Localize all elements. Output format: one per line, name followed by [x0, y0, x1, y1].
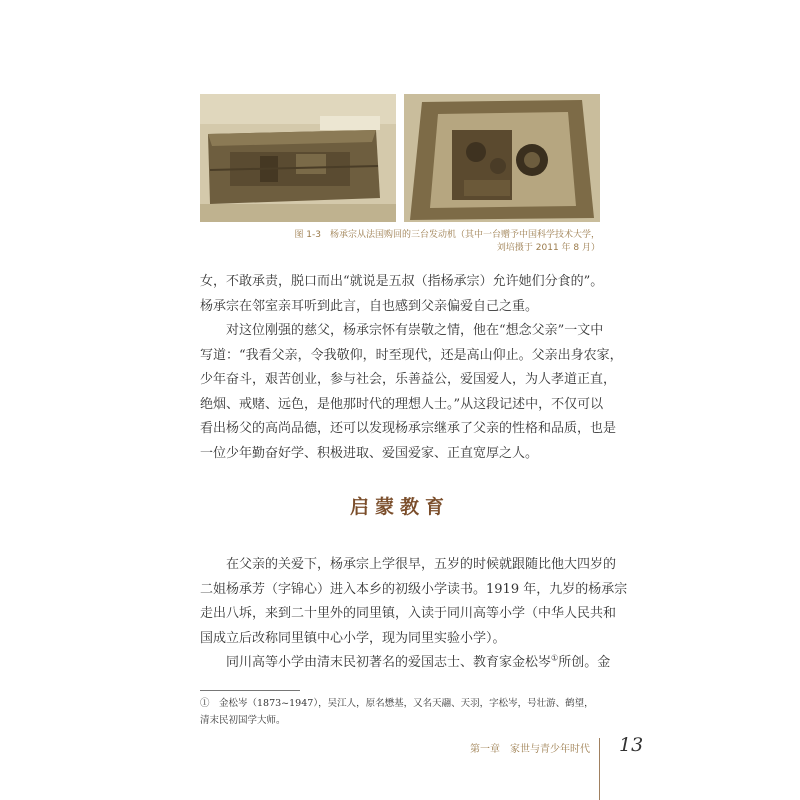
figure-photo-engine-box: [404, 94, 600, 222]
body-paragraph-3: [200, 553, 628, 651]
text-line: 少年奋斗，艰苦创业，参与社会，乐善益公，爱国爱人，为人孝道正直，: [200, 372, 617, 388]
page-number: 13: [619, 734, 644, 756]
text-line: 二姐杨承芳（字锦心）进入本乡的初级小学读书。1919 年，九岁的杨承宗: [200, 581, 628, 597]
text-line: 走出八坼，来到二十里外的同里镇，入读于同川高等小学（中华人民共和: [200, 606, 617, 622]
page-number-divider: [599, 738, 600, 800]
footnote-divider: [200, 690, 300, 691]
text-line: 对这位刚强的慈父，杨承宗怀有崇敬之情，他在“想念父亲”一文中: [200, 323, 604, 338]
text-line: [200, 651, 611, 676]
text-line: 杨承宗在邻室亲耳听到此言，自也感到父亲偏爱自己之重。: [200, 298, 539, 314]
text-line: 女，不敢承责，脱口而出“就说是五叔（指杨承宗）允许她们分食的”。: [200, 274, 604, 289]
text-segment: 所创。金: [558, 655, 611, 670]
body-paragraph-1: [200, 270, 604, 319]
footnote-line: ① 金松岑（1873~1947），吴江人，原名懋基，又名天翮、天羽，字松岑，号壮游、鹤望，: [200, 698, 594, 709]
section-heading: 启蒙教育: [349, 496, 450, 518]
text-line: 一位少年勤奋好学、积极进取、爱国爱家、正直宽厚之人。: [200, 445, 539, 461]
figure-caption-line-1: 图 1-3 杨承宗从法国购回的三台发动机（其中一台赠予中国科学技术大学，: [294, 230, 600, 240]
figure-photo-engine-crate: [200, 94, 396, 222]
body-paragraph-4: [200, 651, 611, 676]
text-line: 看出杨父的高尚品德，还可以发现杨承宗继承了父亲的性格和品质，也是: [200, 421, 617, 437]
figure-caption-line-2: 刘培摄于 2011 年 8 月）: [496, 243, 600, 253]
text-line: 国成立后改称同里镇中心小学，现为同里实验小学）。: [200, 630, 506, 646]
footnote-line: 清末民初国学大师。: [200, 715, 286, 726]
footnote-reference-mark[interactable]: ①: [551, 653, 559, 663]
text-line: 绝烟、戒赌、远色，是他那时代的理想人士。”从这段记述中，不仅可以: [200, 396, 604, 412]
text-line: 在父亲的关爱下，杨承宗上学很早，五岁的时候就跟随比他大四岁的: [200, 557, 617, 572]
body-paragraph-2: [200, 319, 623, 467]
text-segment: 同川高等小学由清末民初著名的爱国志士、教育家金松岑: [200, 655, 552, 670]
text-line: 写道：“我看父亲，令我敬仰，时至现代，还是高山仰止。父亲出身农家，: [200, 347, 623, 363]
footnote: [200, 695, 600, 729]
running-head-chapter-title: 第一章 家世与青少年时代: [470, 744, 590, 755]
